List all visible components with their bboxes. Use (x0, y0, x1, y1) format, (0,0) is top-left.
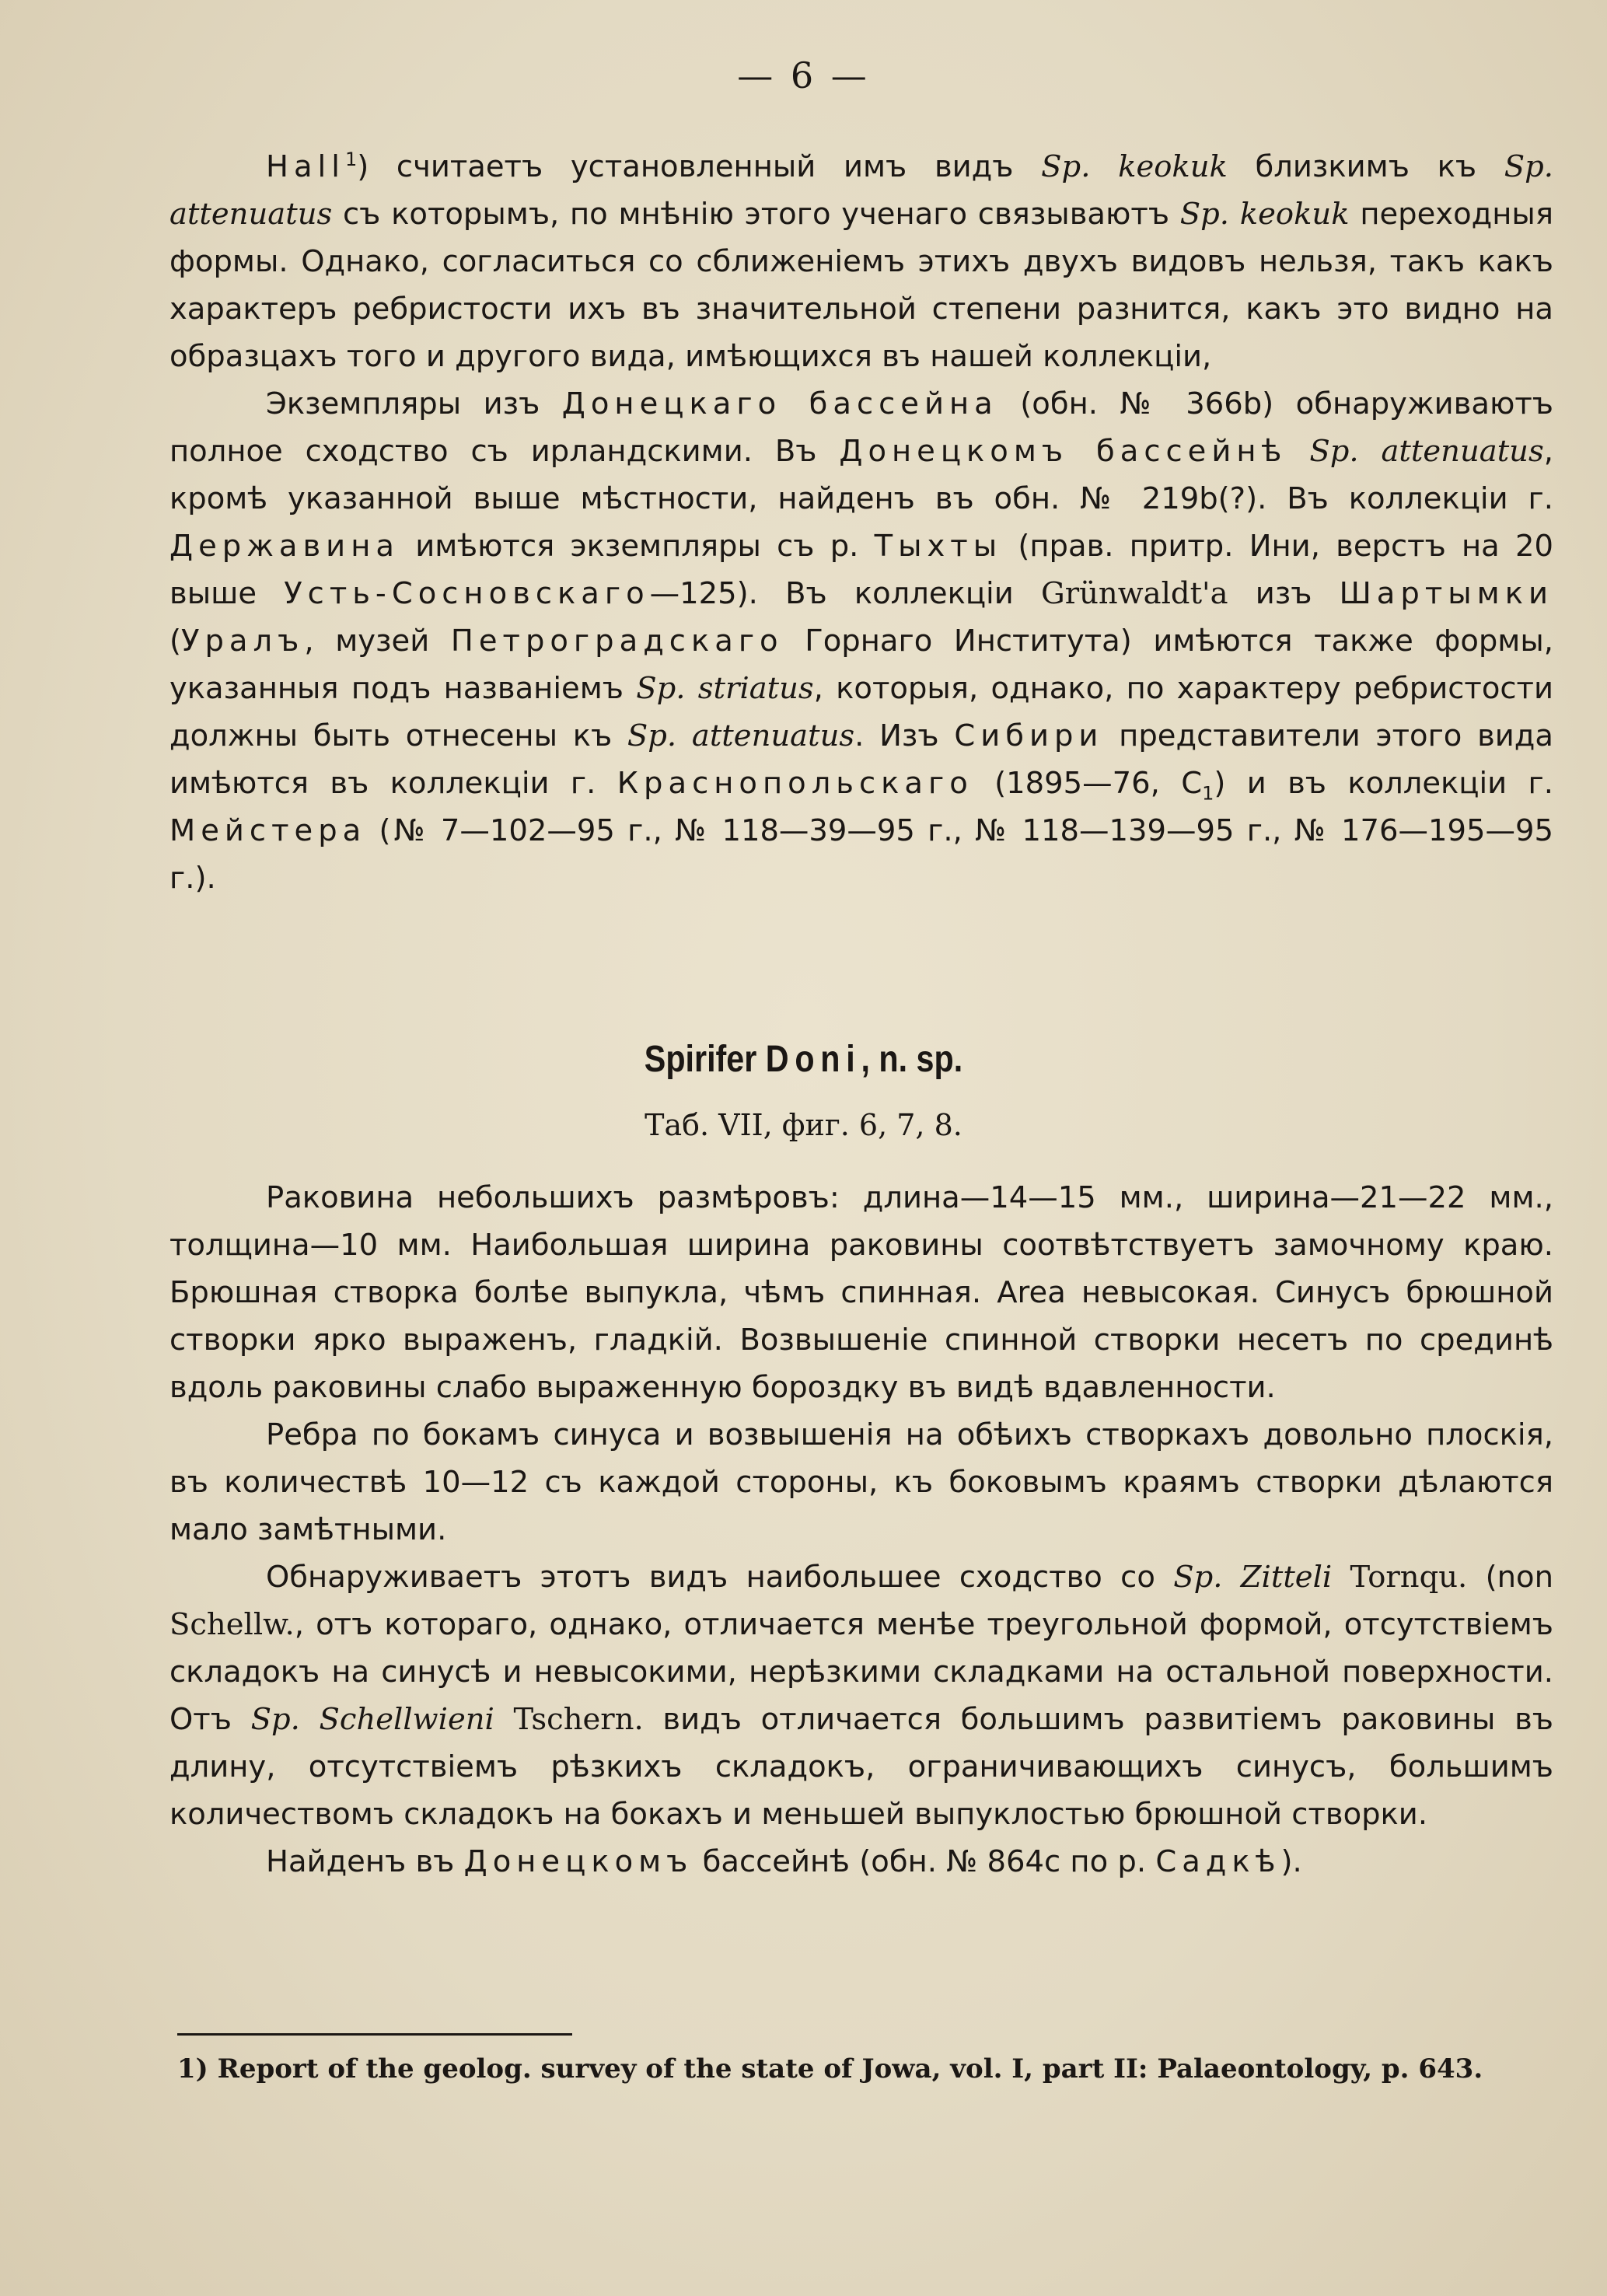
plate-reference: Таб. VII, фиг. 6, 7, 8. (645, 1108, 962, 1142)
paragraph-comparison (169, 1553, 1553, 1838)
species-name: Sp. attenuatus (169, 149, 1553, 232)
footnote-marker: 1) (177, 2053, 208, 2085)
authority-name: Tornqu. (1350, 1560, 1468, 1595)
text-run: Горнаго Института) имѣются также формы, указанныя подъ названіемъ (169, 624, 1553, 706)
section-doni-description (169, 1174, 1553, 1885)
text-run: , кромѣ указанной выше мѣстности, найденъ въ обн. № 219b(?). Въ коллекціи г. (169, 434, 1553, 516)
text-run: , которыя, однако, по характеру ребристости должны быть отнесены къ (169, 671, 1553, 753)
text-run: видъ отличается большимъ развитіемъ раковины въ длину, отсутствіемъ рѣзкихъ складокъ, ограничивающихъ синусъ, большимъ количествомъ складокъ на бокахъ и меньшей выпуклостью брюшной створки. (169, 1702, 1554, 1832)
paragraph-specimens (169, 380, 1553, 902)
text-run: ) и въ коллекціи г. (1214, 766, 1554, 801)
text-run: имѣются экземпляры съ р. (399, 529, 875, 564)
species-name: Sp. keokuk (1179, 197, 1350, 232)
place-name: Донецкомъ бассейнѣ (839, 434, 1287, 469)
place-name: Шартымки (1339, 576, 1553, 611)
species-heading (113, 1038, 1495, 1081)
text-run: (обн. № 366b) обнаруживаютъ полное сходство съ ирландскими. Въ (169, 386, 1553, 469)
page-number: — 6 — (737, 54, 870, 96)
footnote-marker[interactable]: 1 (344, 149, 358, 171)
text-run: ) считаетъ установленный имъ видъ (357, 149, 1042, 184)
text-run: Найденъ въ (266, 1844, 464, 1879)
text-run: ( (169, 624, 182, 659)
paragraph-shell: Раковина небольшихъ размѣровъ: длина—14—15 мм., ширина—21—22 мм., толщина—10 мм. Наибольшая ширина раковины соотвѣтствуетъ замочному краю. Брюшная створка болѣе выпукла, чѣмъ спинная. Area невысокая. Синусъ брюшной створки ярко выраженъ, гладкій. Возвышеніе спинной створки несетъ по срединѣ вдоль раковины слабо выраженную бороздку въ видѣ вдавленности. (169, 1180, 1553, 1405)
text-run: ). (1280, 1844, 1302, 1879)
place-name: Усть-Сосновскаго (284, 576, 650, 611)
paragraph-hall (169, 143, 1553, 380)
species-name: Sp. attenuatus (627, 718, 855, 753)
subscript: 1 (1202, 782, 1214, 805)
footnote-text (177, 2047, 1553, 2091)
author-name: Hall (266, 149, 345, 184)
footnote-divider (177, 2033, 572, 2036)
text-run: бассейнѣ (обн. № 864c по р. (693, 1844, 1156, 1879)
text-run (1287, 434, 1309, 469)
text-run: , музей (304, 624, 451, 659)
person-name: Мейстера (169, 813, 367, 848)
paragraph-ribs: Ребра по бокамъ синуса и возвышенія на обѣихъ створкахъ довольно плоскія, въ количествѣ 10—12 съ каждой стороны, къ боковымъ краямъ створки дѣлаются мало замѣтными. (169, 1417, 1553, 1547)
footnote (177, 2047, 1553, 2091)
text-run: изъ (1228, 576, 1340, 611)
authority-name: Schellw. (169, 1607, 295, 1642)
text-run: близкимъ къ (1227, 149, 1504, 184)
species-name: Sp. striatus (636, 671, 814, 706)
species-suffix: , n. sp. (861, 1039, 963, 1080)
text-run: . Изъ (854, 718, 955, 753)
species-name: Sp. attenuatus (1309, 434, 1544, 469)
text-run: Экземпляры изъ (266, 386, 562, 421)
person-name: Grünwaldt'a (1040, 576, 1228, 611)
text-run: (1895—76, C (973, 766, 1203, 801)
section-attenuatus (169, 143, 1553, 902)
species-name: Sp. Zitteli (1173, 1560, 1333, 1595)
person-name: Краснопольскаго (617, 766, 973, 801)
place-name: Донецкомъ (463, 1844, 693, 1879)
text-run: представители этого вида имѣются въ коллекціи г. (169, 718, 1553, 801)
person-name: Державина (169, 529, 400, 564)
text-run: —125). Въ коллекціи (649, 576, 1041, 611)
text-run: (прав. притр. Ини, верстъ на 20 выше (169, 529, 1553, 611)
text-run: переходныя формы. Однако, согласиться со сближеніемъ этихъ двухъ видовъ нельзя, такъ какъ характеръ ребристости ихъ въ значительной степени разнится, какъ это видно на образцахъ того и другого вида, имѣющихся въ нашей коллекціи, (169, 197, 1553, 374)
place-name: Донецкаго бассейна (561, 386, 998, 421)
species-epithet: Doni (765, 1039, 861, 1080)
place-name: Петроградскаго (450, 624, 784, 659)
text-run (1332, 1560, 1350, 1595)
footnote-body: Report of the geolog. survey of the state of Jowa, vol. I, part II: Palaeontology, p. 643. (208, 2053, 1483, 2085)
genus-name: Spirifer (644, 1039, 757, 1080)
text-run: , отъ котораго, однако, отличается менѣе треугольной формой, отсутствіемъ складокъ на синусѣ и невысокими, нерѣзкими складками на остальной поверхности. Отъ (169, 1607, 1553, 1737)
place-name: Сибири (954, 718, 1104, 753)
species-name: Sp. Schellwieni (250, 1702, 494, 1737)
authority-name: Tschern. (513, 1702, 644, 1737)
text-run: съ которымъ, по мнѣнію этого ученаго связываютъ (332, 197, 1180, 232)
text-run: Обнаруживаетъ этотъ видъ наибольшее сходство со (266, 1560, 1174, 1595)
paragraph-locality (169, 1838, 1553, 1885)
place-name: Уралъ (181, 624, 305, 659)
place-name: Тыхты (874, 529, 1003, 564)
text-run (494, 1702, 514, 1737)
place-name: Садкѣ (1155, 1844, 1281, 1879)
text-run: (non (1467, 1560, 1553, 1595)
species-name: Sp. keokuk (1041, 149, 1228, 184)
text-run: (№ 7—102—95 г., № 118—39—95 г., № 118—139—95 г., № 176—195—95 г.). (169, 813, 1553, 896)
